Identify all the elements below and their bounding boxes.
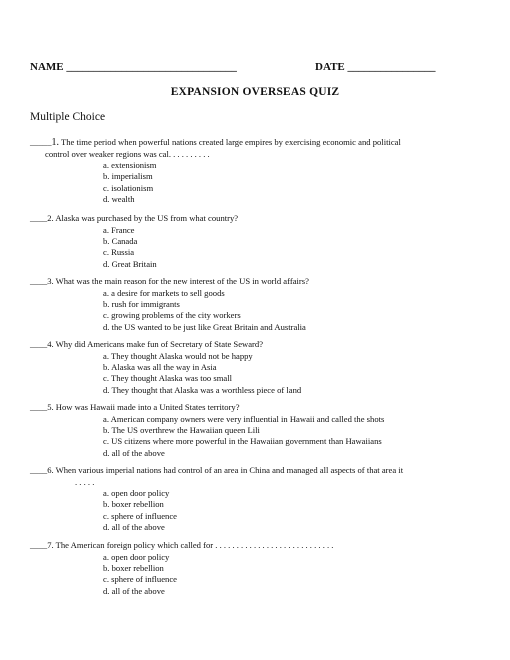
question-4 bbox=[30, 339, 475, 396]
choice: d. all of the above bbox=[103, 522, 165, 533]
question-stem bbox=[30, 339, 475, 351]
question-number: 1. bbox=[51, 137, 59, 148]
question-stem bbox=[30, 213, 475, 225]
date-field: DATE ________________ bbox=[315, 61, 436, 73]
header-row bbox=[30, 61, 470, 73]
question-text-continued: control over weaker regions was cal. . . . . . . . . . bbox=[45, 148, 210, 159]
question-text: Why did Americans make fun of Secretary of State Seward? bbox=[53, 339, 264, 349]
answer-blank: _____ bbox=[30, 137, 52, 147]
question-number: 6. bbox=[47, 465, 54, 475]
choice: d. wealth bbox=[103, 194, 135, 205]
question-text: Alaska was purchased by the US from what country? bbox=[53, 213, 239, 223]
choice: b. Alaska was all the way in Asia bbox=[103, 361, 217, 372]
choice-list bbox=[30, 552, 475, 598]
question-text: The American foreign policy which called for . . . . . . . . . . . . . . . . . . . . . . . . . . . . bbox=[53, 540, 334, 550]
choice: a. extensionism bbox=[103, 160, 157, 170]
answer-blank: ____ bbox=[30, 213, 48, 223]
question-number: 3. bbox=[47, 276, 54, 286]
question-text-continued: . . . . . bbox=[75, 476, 95, 487]
choice: a. a desire for markets to sell goods bbox=[103, 287, 225, 298]
question-1 bbox=[30, 137, 475, 206]
question-stem bbox=[30, 276, 475, 288]
choice: a. open door policy bbox=[103, 488, 170, 498]
choice-list bbox=[30, 351, 475, 397]
choice: c. sphere of influence bbox=[103, 510, 177, 521]
choice-list bbox=[30, 288, 475, 334]
question-text: What was the main reason for the new interest of the US in world affairs? bbox=[53, 276, 309, 286]
choice-list bbox=[30, 488, 475, 534]
question-3 bbox=[30, 276, 475, 333]
question-text: The time period when powerful nations created large empires by exercising economic and political bbox=[58, 137, 401, 147]
answer-blank: ____ bbox=[30, 465, 48, 475]
section-heading: Multiple Choice bbox=[30, 111, 106, 123]
choice: b. Canada bbox=[103, 235, 138, 246]
choice: d. all of the above bbox=[103, 585, 165, 596]
choice: b. The US overthrew the Hawaiian queen Lili bbox=[103, 424, 260, 435]
question-stem bbox=[30, 137, 475, 149]
question-5 bbox=[30, 402, 475, 459]
question-stem bbox=[30, 465, 475, 477]
choice: b. rush for immigrants bbox=[103, 298, 180, 309]
answer-blank: ____ bbox=[30, 339, 48, 349]
choice: c. US citizens where more powerful in the Hawaiian government than Hawaiians bbox=[103, 436, 382, 447]
choice: b. imperialism bbox=[103, 171, 153, 182]
choice-list bbox=[30, 414, 475, 460]
choice: d. Great Britain bbox=[103, 258, 157, 269]
choice: d. all of the above bbox=[103, 447, 165, 458]
question-text: When various imperial nations had control of an area in China and managed all aspects of that area it bbox=[53, 465, 404, 475]
choice: a. American company owners were very influential in Hawaii and called the shots bbox=[103, 413, 385, 424]
choice: c. isolationism bbox=[103, 182, 154, 193]
question-stem bbox=[30, 540, 475, 552]
choice: b. boxer rebellion bbox=[103, 499, 164, 510]
quiz-title: EXPANSION OVERSEAS QUIZ bbox=[170, 86, 340, 98]
question-stem bbox=[30, 402, 475, 414]
choice: c. They thought Alaska was too small bbox=[103, 373, 232, 384]
answer-blank: ____ bbox=[30, 276, 48, 286]
choice-list bbox=[30, 225, 475, 271]
question-7 bbox=[30, 540, 475, 597]
choice: a. open door policy bbox=[103, 551, 170, 562]
choice: d. They thought that Alaska was a worthless piece of land bbox=[103, 384, 302, 395]
choice: b. boxer rebellion bbox=[103, 562, 164, 573]
question-number: 5. bbox=[47, 402, 54, 412]
answer-blank: ____ bbox=[30, 402, 48, 412]
question-6 bbox=[30, 465, 475, 534]
question-number: 2. bbox=[47, 213, 54, 223]
answer-blank: ____ bbox=[30, 540, 48, 550]
question-text: How was Hawaii made into a United States territory? bbox=[53, 402, 240, 412]
question-number: 4. bbox=[47, 339, 54, 349]
question-2 bbox=[30, 213, 475, 270]
choice: c. growing problems of the city workers bbox=[103, 310, 241, 321]
choice: d. the US wanted to be just like Great Britain and Australia bbox=[103, 321, 306, 332]
name-field: NAME _______________________________ bbox=[30, 61, 237, 73]
choice: a. France bbox=[103, 224, 135, 235]
choice: a. They thought Alaska would not be happy bbox=[103, 350, 253, 361]
choice-list bbox=[30, 160, 475, 206]
choice: c. sphere of influence bbox=[103, 574, 177, 585]
choice: c. Russia bbox=[103, 247, 135, 258]
question-number: 7. bbox=[47, 540, 54, 550]
